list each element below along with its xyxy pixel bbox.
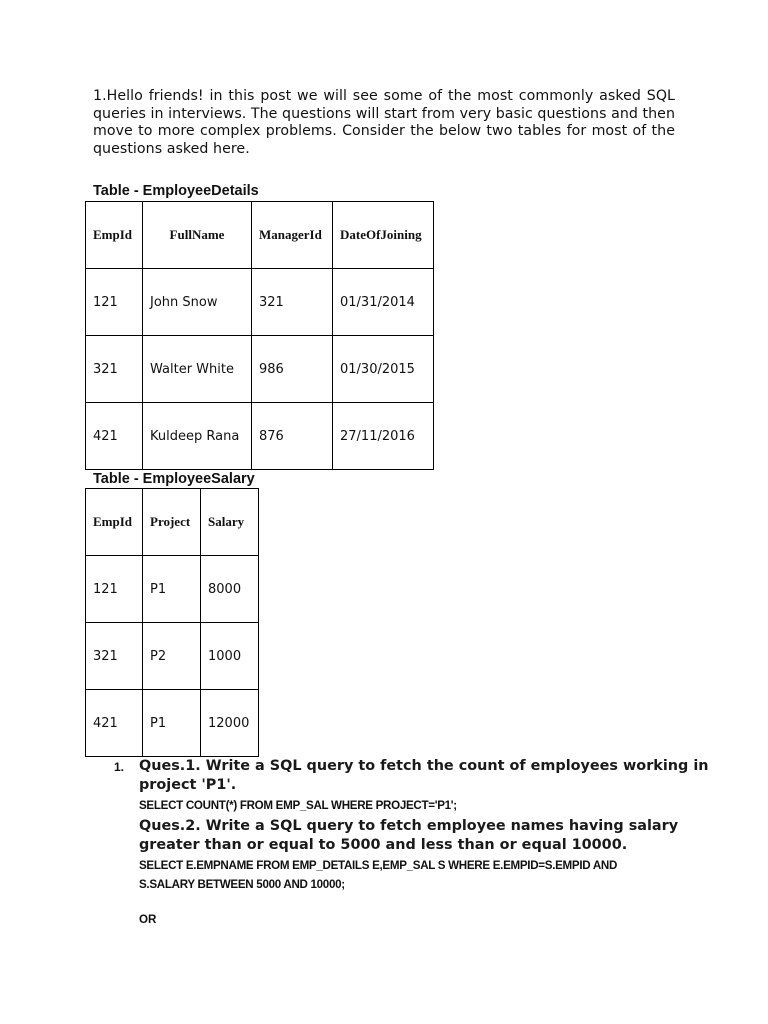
table-header-row — [86, 202, 434, 269]
column-header-fullname: FullName — [143, 202, 252, 269]
table-row — [86, 556, 259, 623]
question-1-sql: SELECT COUNT(*) FROM EMP_SAL WHERE PROJECT='P1'; — [139, 799, 457, 812]
question-2-sql-line-2: S.SALARY BETWEEN 5000 AND 10000; — [139, 878, 345, 891]
cell-fullname: Walter White — [143, 336, 252, 403]
cell-empid: 321 — [86, 623, 143, 690]
employee-details-table — [85, 201, 434, 470]
question-2-text: Ques.2. Write a SQL query to fetch employee names having salary greater than or equal to 5000 and less than or equal 10000. — [139, 818, 679, 853]
cell-managerid: 876 — [252, 403, 333, 470]
cell-salary: 12000 — [201, 690, 259, 757]
cell-empid: 121 — [86, 556, 143, 623]
table-row — [86, 403, 434, 470]
cell-project: P2 — [143, 623, 201, 690]
cell-salary: 8000 — [201, 556, 259, 623]
cell-project: P1 — [143, 690, 201, 757]
cell-fullname: Kuldeep Rana — [143, 403, 252, 470]
cell-managerid: 321 — [252, 269, 333, 336]
intro-paragraph: 1.Hello friends! in this post we will see some of the most commonly asked SQL queries in interviews. The questions will start from very basic questions and then move to more complex problems. Consider the below two tables for most of the questions asked here. — [93, 88, 675, 157]
table-row — [86, 269, 434, 336]
column-header-empid: EmpId — [86, 202, 143, 269]
table-row — [86, 336, 434, 403]
cell-project: P1 — [143, 556, 201, 623]
column-header-managerid: ManagerId — [252, 202, 333, 269]
or-label: OR — [139, 913, 157, 926]
table-row — [86, 623, 259, 690]
table-header-row — [86, 489, 259, 556]
cell-dateofjoining: 01/31/2014 — [333, 269, 434, 336]
cell-fullname: John Snow — [143, 269, 252, 336]
employee-salary-title: Table - EmployeeSalary — [93, 471, 255, 487]
cell-empid: 121 — [86, 269, 143, 336]
question-2-sql-line-1: SELECT E.EMPNAME FROM EMP_DETAILS E,EMP_SAL S WHERE E.EMPID=S.EMPID AND — [139, 859, 618, 872]
table-row — [86, 690, 259, 757]
cell-empid: 421 — [86, 403, 143, 470]
cell-managerid: 986 — [252, 336, 333, 403]
cell-empid: 321 — [86, 336, 143, 403]
column-header-dateofjoining: DateOfJoining — [333, 202, 434, 269]
question-1-text: Ques.1. Write a SQL query to fetch the count of employees working in project 'P1'. — [139, 758, 709, 793]
questions-list — [114, 757, 714, 929]
cell-dateofjoining: 01/30/2015 — [333, 336, 434, 403]
employee-salary-table — [85, 488, 259, 757]
list-marker: 1. — [114, 760, 125, 774]
cell-salary: 1000 — [201, 623, 259, 690]
column-header-empid: EmpId — [86, 489, 143, 556]
column-header-salary: Salary — [201, 489, 259, 556]
column-header-project: Project — [143, 489, 201, 556]
list-item — [114, 757, 714, 929]
cell-empid: 421 — [86, 690, 143, 757]
cell-dateofjoining: 27/11/2016 — [333, 403, 434, 470]
employee-details-title: Table - EmployeeDetails — [93, 183, 259, 199]
